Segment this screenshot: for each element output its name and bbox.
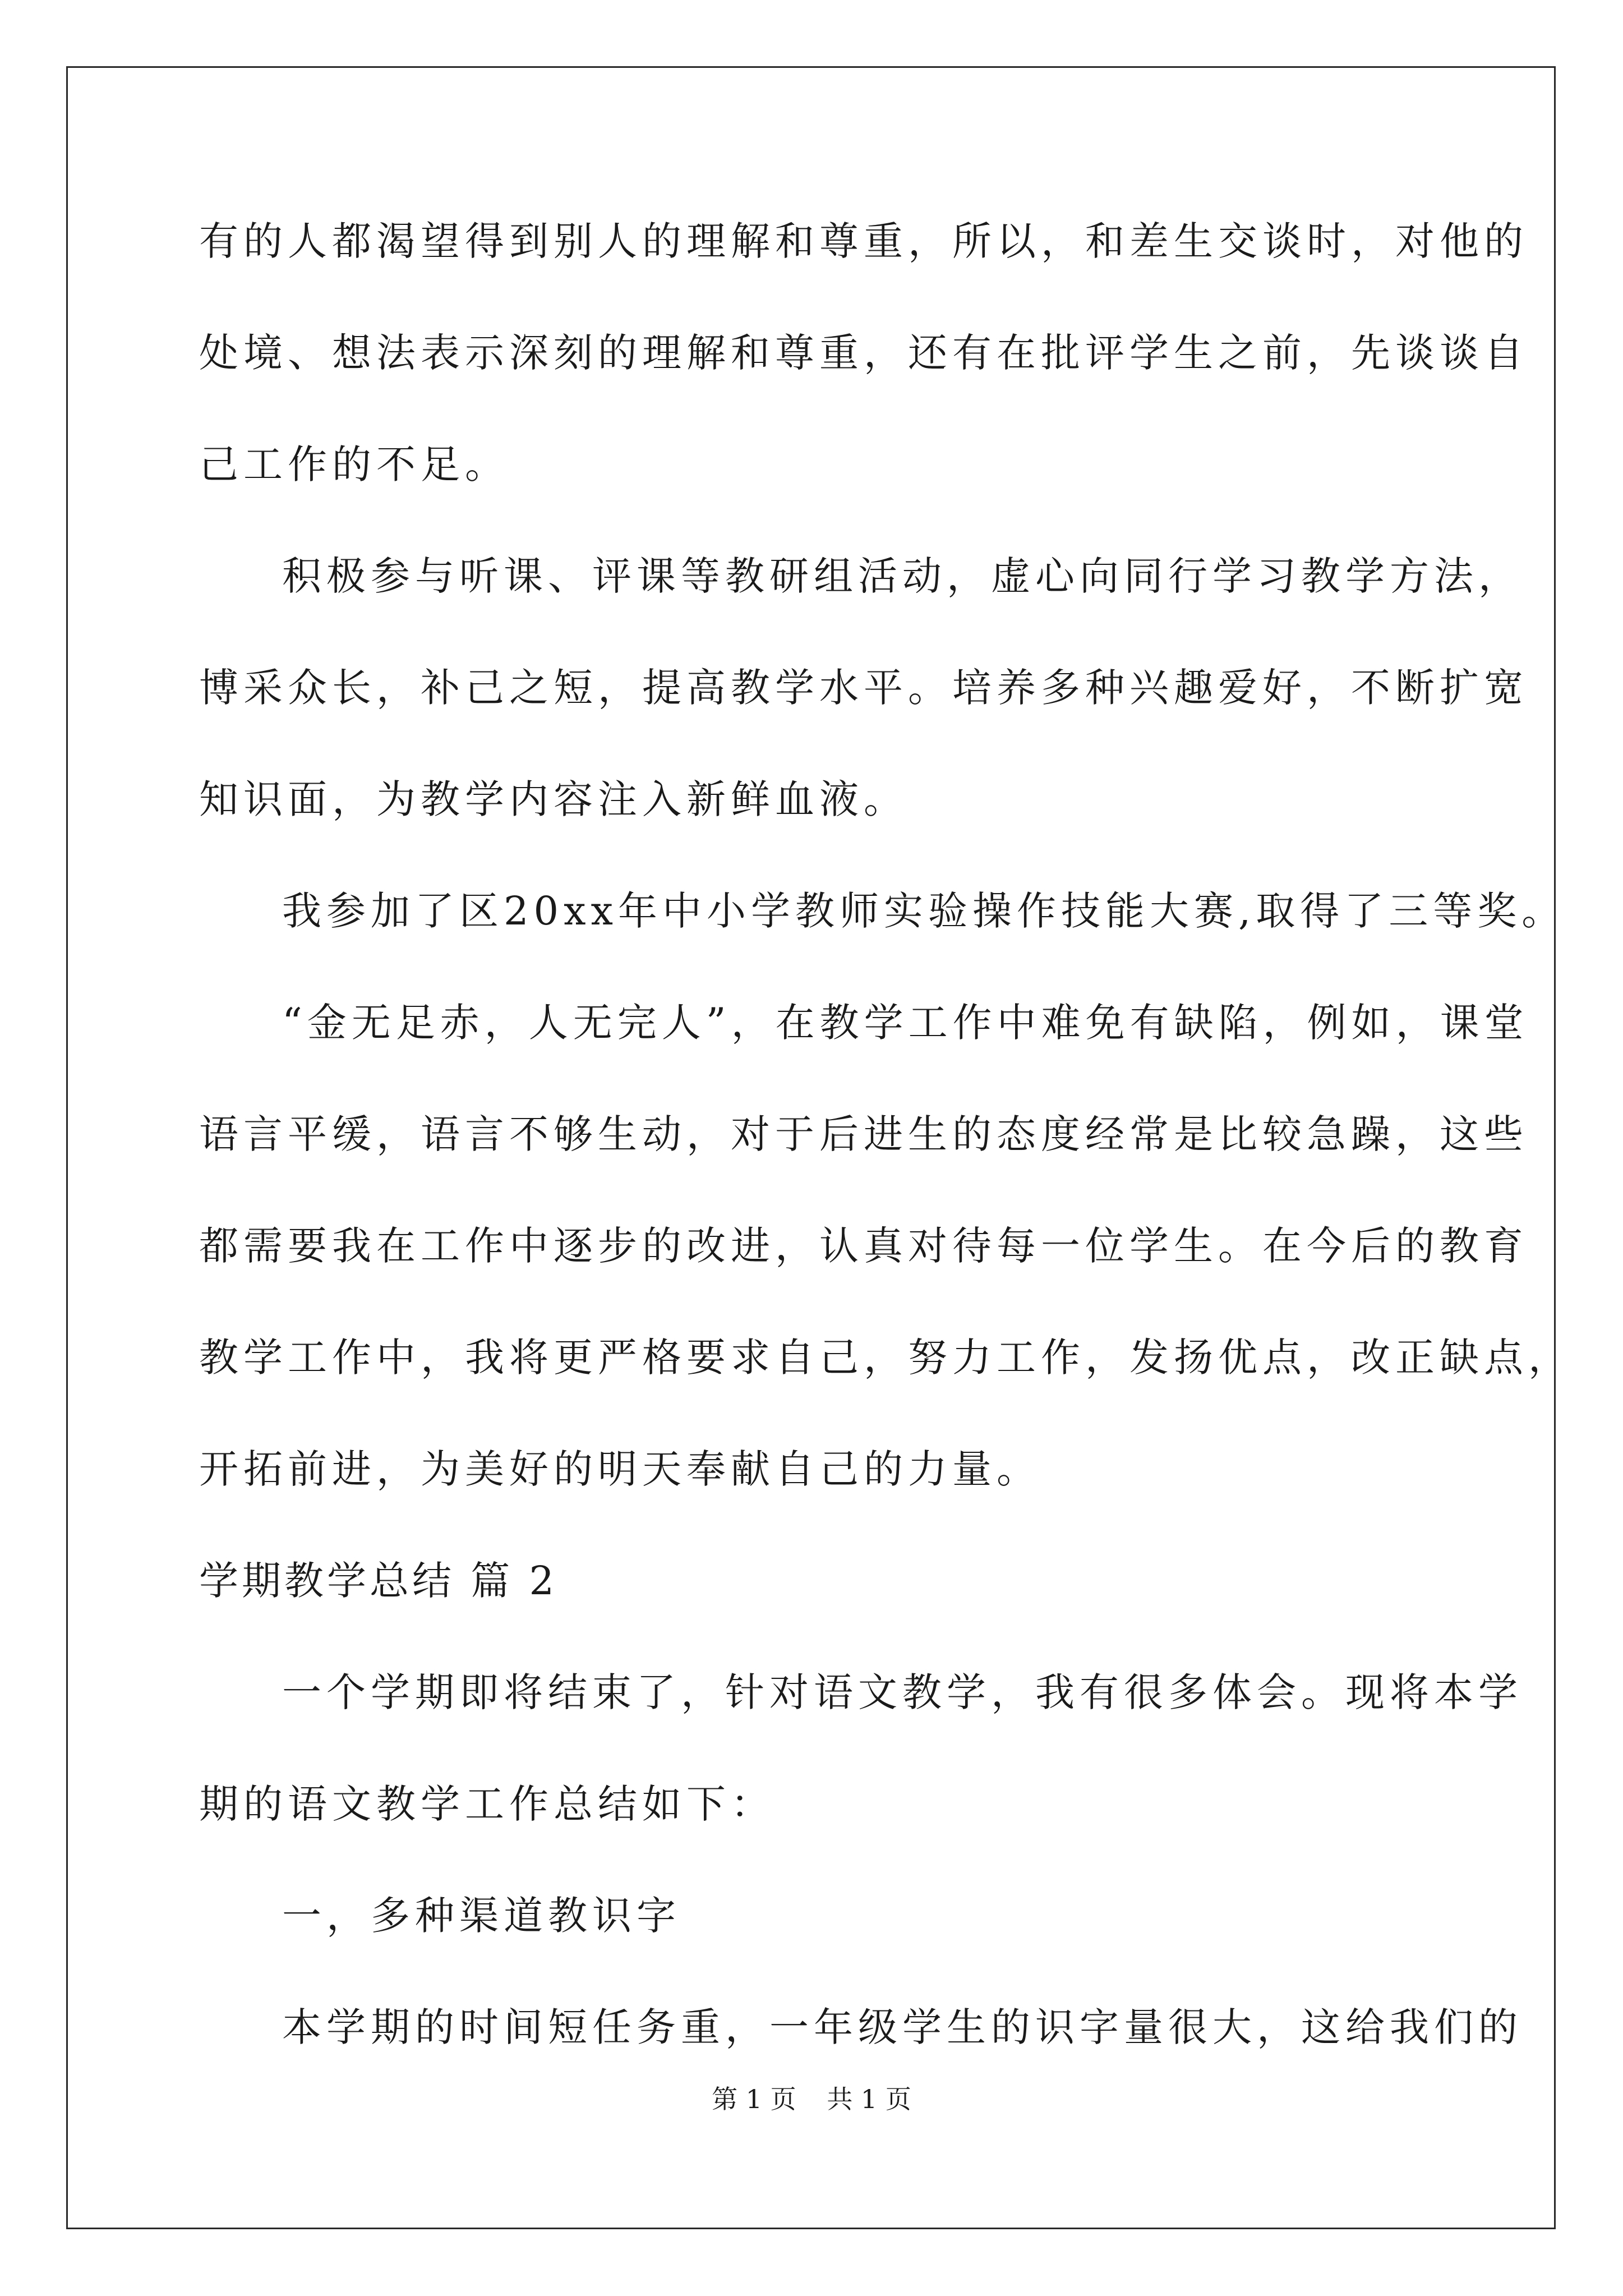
section-heading: 学期教学总结 篇 2 [199,1558,558,1604]
text-line: 有的人都渴望得到别人的理解和尊重，所以，和差生交谈时，对他的 [199,218,1528,264]
text-line: 博采众长，补己之短，提高教学水平。培养多种兴趣爱好，不断扩宽 [199,665,1528,711]
text-line: 己工作的不足。 [199,441,509,487]
page-number: 第 1 页 [712,2084,796,2114]
text-line: 知识面，为教学内容注入新鲜血液。 [199,776,908,822]
document-body [199,213,1573,2111]
text-line: 教学工作中，我将更严格要求自己，努力工作，发扬优点，改正缺点， [199,1335,1573,1381]
text-line: 一个学期即将结束了，针对语文教学，我有很多体会。现将本学 [282,1669,1523,1715]
page-footer [0,2082,1623,2116]
text-line: 开拓前进，为美好的明天奉献自己的力量。 [199,1446,1041,1492]
text-line: 本学期的时间短任务重，一年级学生的识字量很大，这给我们的 [282,2004,1523,2050]
text-line: 语言平缓，语言不够生动，对于后进生的态度经常是比较急躁，这些 [199,1111,1528,1157]
text-line: 处境、想法表示深刻的理解和尊重，还有在批评学生之前，先谈谈自 [199,330,1528,376]
text-line: 都需要我在工作中逐步的改进，认真对待每一位学生。在今后的教育 [199,1223,1528,1269]
page-total: 共 1 页 [827,2084,911,2114]
text-line: 一，多种渠道教识字 [282,1893,681,1939]
text-line: “金无足赤，人无完人”，在教学工作中难免有缺陷，例如，课堂 [282,1000,1529,1046]
text-line: 我参加了区20xx年中小学教师实验操作技能大赛,取得了三等奖。 [282,888,1566,934]
text-line: 期的语文教学工作总结如下： [199,1781,775,1827]
text-line: 积极参与听课、评课等教研组活动，虚心向同行学习教学方法， [282,553,1523,599]
